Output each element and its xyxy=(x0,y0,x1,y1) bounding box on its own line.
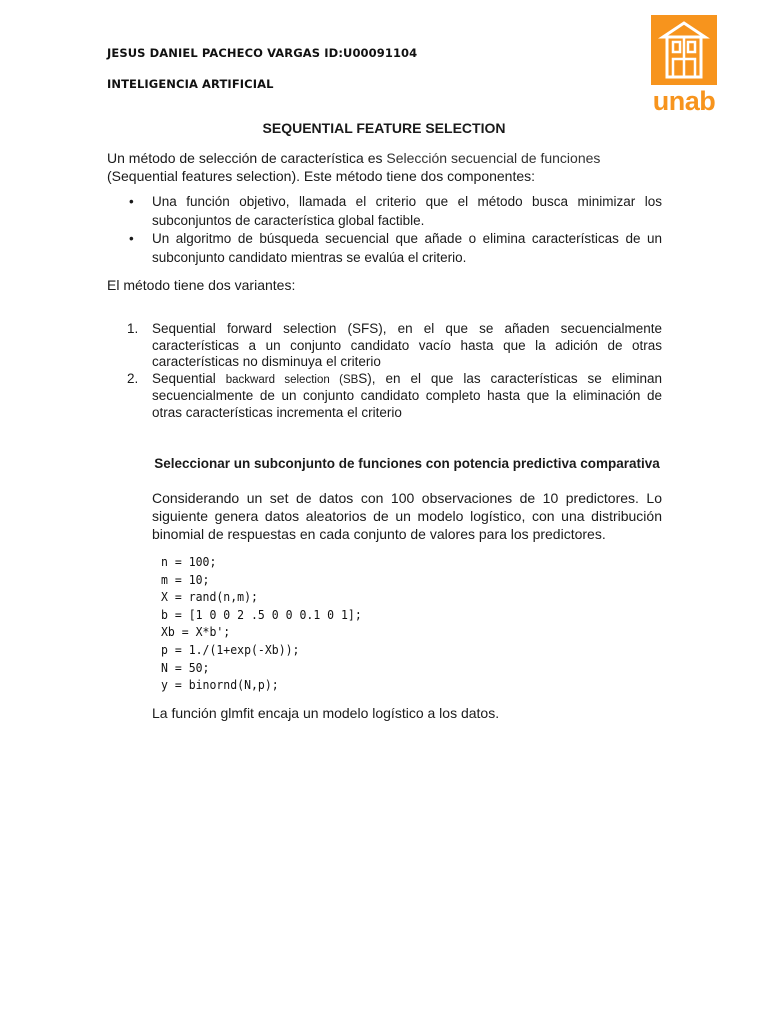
list-number: 1. xyxy=(127,321,139,336)
code-line: b = [1 0 0 2 .5 0 0 0.1 0 1]; xyxy=(161,606,362,622)
list-item xyxy=(107,371,662,422)
components-list xyxy=(107,193,662,267)
course-line: INTELIGENCIA ARTIFICIAL xyxy=(107,77,274,91)
list-item-lead: Sequential xyxy=(152,370,226,386)
intro-paragraph xyxy=(107,149,667,185)
university-building-logo-icon xyxy=(651,15,717,85)
list-item xyxy=(107,321,662,371)
university-logo xyxy=(651,15,717,115)
section-heading: Seleccionar un subconjunto de funciones con potencia predictiva comparativa xyxy=(154,456,660,471)
code-line: m = 10; xyxy=(161,571,210,587)
code-line: n = 100; xyxy=(161,554,217,569)
list-number: 2. xyxy=(127,370,139,386)
glmfit-note: La función glmfit encaja un modelo logístico a los datos. xyxy=(152,705,500,721)
bullet-icon: • xyxy=(129,231,134,246)
code-line: X = rand(n,m); xyxy=(161,589,258,605)
list-item xyxy=(107,230,662,267)
list-item-rest: S), en el que las características se eliminan secuencialmente de un conjunto candidato completo hasta que la eliminación de otras características incrementa el criterio xyxy=(152,370,662,420)
dataset-paragraph: Considerando un set de datos con 100 observaciones de 10 predictores. Lo siguiente genera datos aleatorios de un modelo logístico, con una distribución binomial de respuestas en cada conjunto de valores para los predictores. xyxy=(152,490,662,542)
document-title: SEQUENTIAL FEATURE SELECTION xyxy=(262,120,506,136)
list-item-text: Una función objetivo, llamada el criterio que el método busca minimizar los subconjuntos de característica global factible. xyxy=(152,194,662,228)
intro-highlight: Selección secuencial de funciones xyxy=(386,150,601,166)
code-block xyxy=(161,553,379,694)
list-item-text: Sequential forward selection (SFS), en el que se añaden secuencialmente características a un conjunto candidato vacío hasta que la adición de otras características no disminuya el criterio xyxy=(152,321,662,369)
bullet-icon: • xyxy=(129,194,134,209)
code-line: N = 50; xyxy=(161,659,210,675)
variants-intro: El método tiene dos variantes: xyxy=(107,277,296,293)
code-line: y = binornd(N,p); xyxy=(161,677,279,693)
logo-text: unab xyxy=(652,86,716,116)
author-line: JESUS DANIEL PACHECO VARGAS ID:U00091104 xyxy=(107,46,418,60)
variants-list xyxy=(107,321,662,421)
code-line: p = 1./(1+exp(-Xb)); xyxy=(161,641,300,657)
list-item xyxy=(107,193,662,230)
list-item-text: Un algoritmo de búsqueda secuencial que añade o elimina características de un subconjunto candidato mientras se evalúa el criterio. xyxy=(152,231,662,265)
list-item-small-text: backward selection (SB xyxy=(225,373,359,386)
intro-text: Un método de selección de característica es xyxy=(107,150,387,166)
code-line: Xb = X*b'; xyxy=(161,624,231,640)
intro-text-line2: (Sequential features selection). Este método tiene dos componentes: xyxy=(107,168,536,184)
